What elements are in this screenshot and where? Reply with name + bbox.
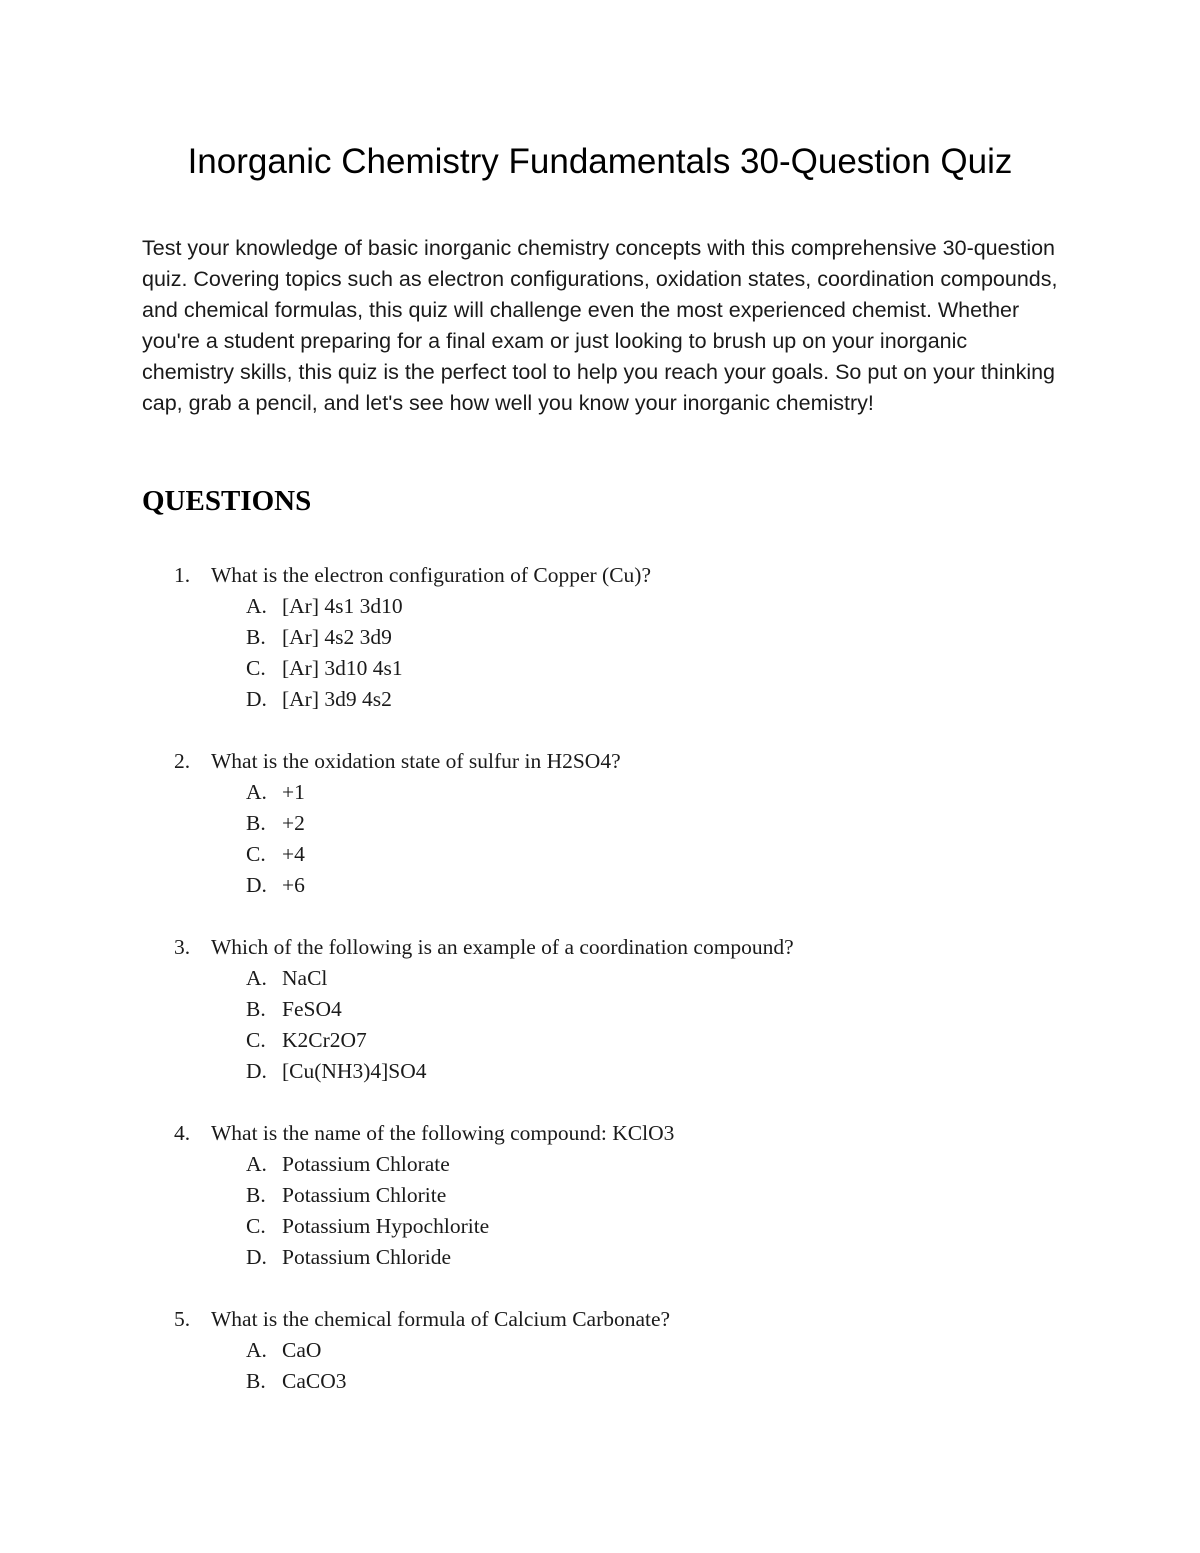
option-letter: D. <box>246 1059 267 1083</box>
answer-option <box>0 994 1200 1025</box>
option-text: [Ar] 4s2 3d9 <box>282 625 392 649</box>
option-letter: B. <box>246 1183 266 1207</box>
question-5 <box>0 1304 1200 1397</box>
question-line <box>0 560 1200 591</box>
question-line <box>0 1118 1200 1149</box>
option-text: +1 <box>282 780 305 804</box>
answer-option <box>0 1149 1200 1180</box>
answer-option <box>0 963 1200 994</box>
option-text: CaCO3 <box>282 1369 347 1393</box>
option-text: FeSO4 <box>282 997 342 1021</box>
option-letter: A. <box>246 780 267 804</box>
answer-option <box>0 684 1200 715</box>
option-letter: D. <box>246 873 267 897</box>
question-text: What is the electron configuration of Copper (Cu)? <box>211 563 652 587</box>
answer-option <box>0 839 1200 870</box>
question-number: 4. <box>174 1121 191 1145</box>
option-text: +2 <box>282 811 305 835</box>
question-number: 3. <box>174 935 191 959</box>
option-letter: B. <box>246 997 266 1021</box>
option-text: CaO <box>282 1338 322 1362</box>
question-text: What is the chemical formula of Calcium Carbonate? <box>211 1307 671 1331</box>
option-text: NaCl <box>282 966 328 990</box>
answer-option <box>0 591 1200 622</box>
option-text: Potassium Chlorate <box>282 1152 450 1176</box>
question-3 <box>0 932 1200 1087</box>
answer-option <box>0 777 1200 808</box>
option-letter: B. <box>246 811 266 835</box>
option-text: [Ar] 4s1 3d10 <box>282 594 403 618</box>
option-letter: A. <box>246 594 267 618</box>
option-text: Potassium Chloride <box>282 1245 452 1269</box>
option-text: [Cu(NH3)4]SO4 <box>282 1059 427 1083</box>
question-1 <box>0 560 1200 715</box>
option-letter: C. <box>246 656 266 680</box>
option-letter: A. <box>246 1338 267 1362</box>
question-text: Which of the following is an example of a coordination compound? <box>211 935 794 959</box>
question-4 <box>0 1118 1200 1273</box>
answer-option <box>0 1056 1200 1087</box>
option-text: +6 <box>282 873 305 897</box>
page-title: Inorganic Chemistry Fundamentals 30-Question Quiz <box>187 142 1013 181</box>
intro-paragraph: Test your knowledge of basic inorganic chemistry concepts with this comprehensive 30-question quiz. Covering topics such as electron configurations, oxidation states, coordination compounds, and chemical formulas, this quiz will challenge even the most experienced chemist. Whether you're a student preparing for a final exam or just looking to brush up on your inorganic chemistry skills, this quiz is the perfect tool to help you reach your goals. So put on your thinking cap, grab a pencil, and let's see how well you know your inorganic chemistry! <box>142 236 1058 415</box>
answer-option <box>0 808 1200 839</box>
answer-option <box>0 870 1200 901</box>
option-letter: D. <box>246 1245 267 1269</box>
question-text: What is the oxidation state of sulfur in H2SO4? <box>211 749 621 773</box>
question-line <box>0 1304 1200 1335</box>
question-number: 5. <box>174 1307 191 1331</box>
answer-option <box>0 1211 1200 1242</box>
question-text: What is the name of the following compound: KClO3 <box>211 1121 675 1145</box>
answer-option <box>0 622 1200 653</box>
question-list <box>0 560 1200 1428</box>
answer-option <box>0 1025 1200 1056</box>
answer-option <box>0 1180 1200 1211</box>
question-2 <box>0 746 1200 901</box>
answer-option <box>0 1335 1200 1366</box>
option-letter: B. <box>246 1369 266 1393</box>
option-letter: C. <box>246 1028 266 1052</box>
question-line <box>0 746 1200 777</box>
option-letter: A. <box>246 1152 267 1176</box>
section-heading: QUESTIONS <box>142 485 312 517</box>
answer-option <box>0 653 1200 684</box>
option-letter: C. <box>246 842 266 866</box>
option-letter: C. <box>246 1214 266 1238</box>
option-letter: B. <box>246 625 266 649</box>
answer-option <box>0 1242 1200 1273</box>
question-number: 1. <box>174 563 191 587</box>
question-number: 2. <box>174 749 191 773</box>
option-text: Potassium Hypochlorite <box>282 1214 490 1238</box>
option-text: Potassium Chlorite <box>282 1183 447 1207</box>
option-letter: A. <box>246 966 267 990</box>
question-line <box>0 932 1200 963</box>
option-letter: D. <box>246 687 267 711</box>
option-text: [Ar] 3d10 4s1 <box>282 656 403 680</box>
option-text: K2Cr2O7 <box>282 1028 367 1052</box>
option-text: [Ar] 3d9 4s2 <box>282 687 392 711</box>
option-text: +4 <box>282 842 305 866</box>
answer-option <box>0 1366 1200 1397</box>
